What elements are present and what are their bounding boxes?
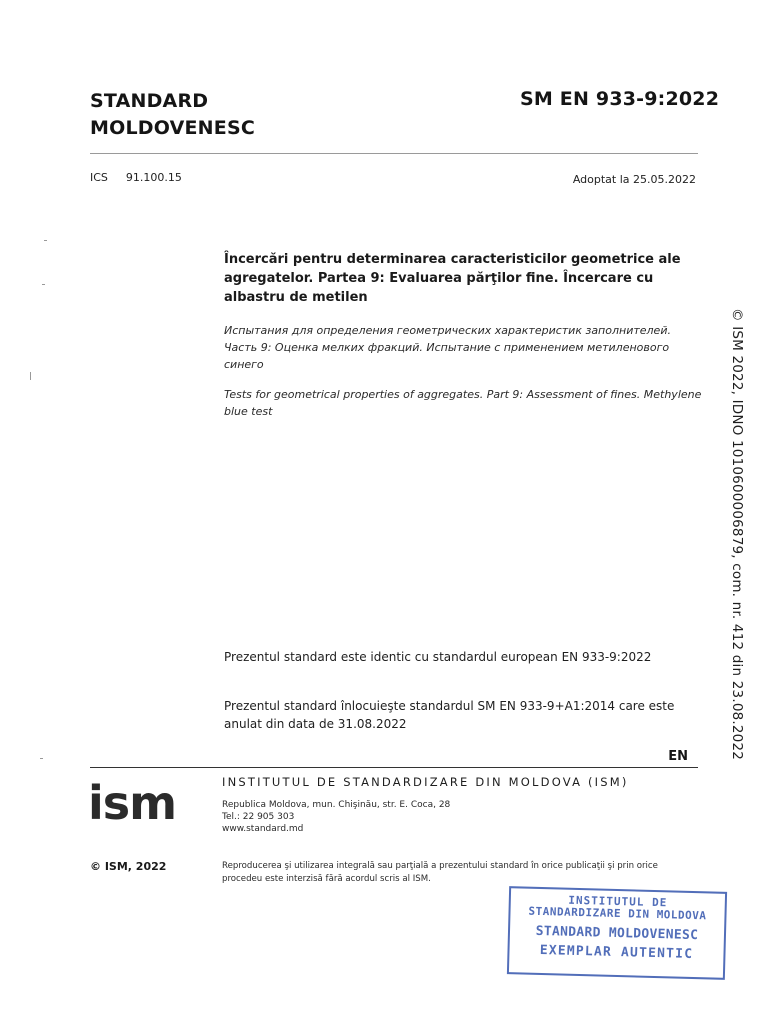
ism-logo: ism [88, 776, 177, 830]
standard-type-line2: MOLDOVENESC [90, 117, 255, 139]
title-romanian: Încercări pentru determinarea caracteristicilor geometrice ale agregatelor. Partea 9: Evaluarea părţilor fine. Încercare cu albastru de metilen [224, 252, 681, 305]
authentic-copy-stamp [507, 886, 727, 980]
adoption-date: Adoptat la 25.05.2022 [572, 173, 696, 186]
ics-code: 91.100.15 [125, 171, 182, 184]
title-english: Tests for geometrical properties of aggregates. Part 9: Assessment of fines. Methylene blue test [224, 388, 702, 418]
language-code: EN [668, 749, 688, 764]
standard-type-line1: STANDARD [90, 90, 209, 112]
scan-speck [40, 758, 43, 759]
standard-code: SM EN 933-9:2022 [520, 88, 720, 110]
footer-divider [90, 767, 698, 768]
copyright: © ISM, 2022 [90, 860, 167, 873]
scan-speck [42, 284, 45, 285]
notice-replaces: Prezentul standard înlocuieşte standardul SM EN 933-9+A1:2014 care este anulat din data de 31.08.2022 [224, 699, 675, 731]
institute-website[interactable]: www.standard.md [222, 824, 304, 834]
ics-label: ICS [90, 171, 108, 184]
institute-address: Republica Moldova, mun. Chişinău, str. E. Coca, 28 [222, 800, 451, 810]
stamp-line1: INSTITUTUL DE [568, 893, 668, 910]
stamp-line4: EXEMPLAR AUTENTIC [539, 942, 694, 962]
institute-name: INSTITUTUL DE STANDARDIZARE DIN MOLDOVA (ISM) [222, 775, 629, 789]
institute-phone: Tel.: 22 905 303 [222, 812, 295, 822]
standard-type [90, 88, 255, 142]
header-divider [90, 153, 698, 154]
ics-classification [90, 171, 182, 184]
scan-speck [44, 240, 47, 241]
scan-speck [30, 372, 31, 380]
stamp-line3: STANDARD MOLDOVENESC [535, 923, 699, 944]
stamp-line2: STANDARDIZARE DIN MOLDOVA [528, 904, 707, 923]
notice-identical: Prezentul standard este identic cu standardul european EN 933-9:2022 [224, 650, 652, 664]
reproduction-notice: Reproducerea şi utilizarea integrală sau parţială a prezentului standard în orice publicaţii şi prin orice procedeu este interzisă fără acordul scris al ISM. [222, 861, 658, 884]
side-copyright-note: © ISM 2022, IDNO 1010600006879, com. nr. 412 din 23.08.2022 [729, 308, 745, 761]
title-russian: Испытания для определения геометрических характеристик заполнителей. Часть 9: Оценка мелких фракций. Испытание с применением метиленового синего [224, 324, 671, 371]
